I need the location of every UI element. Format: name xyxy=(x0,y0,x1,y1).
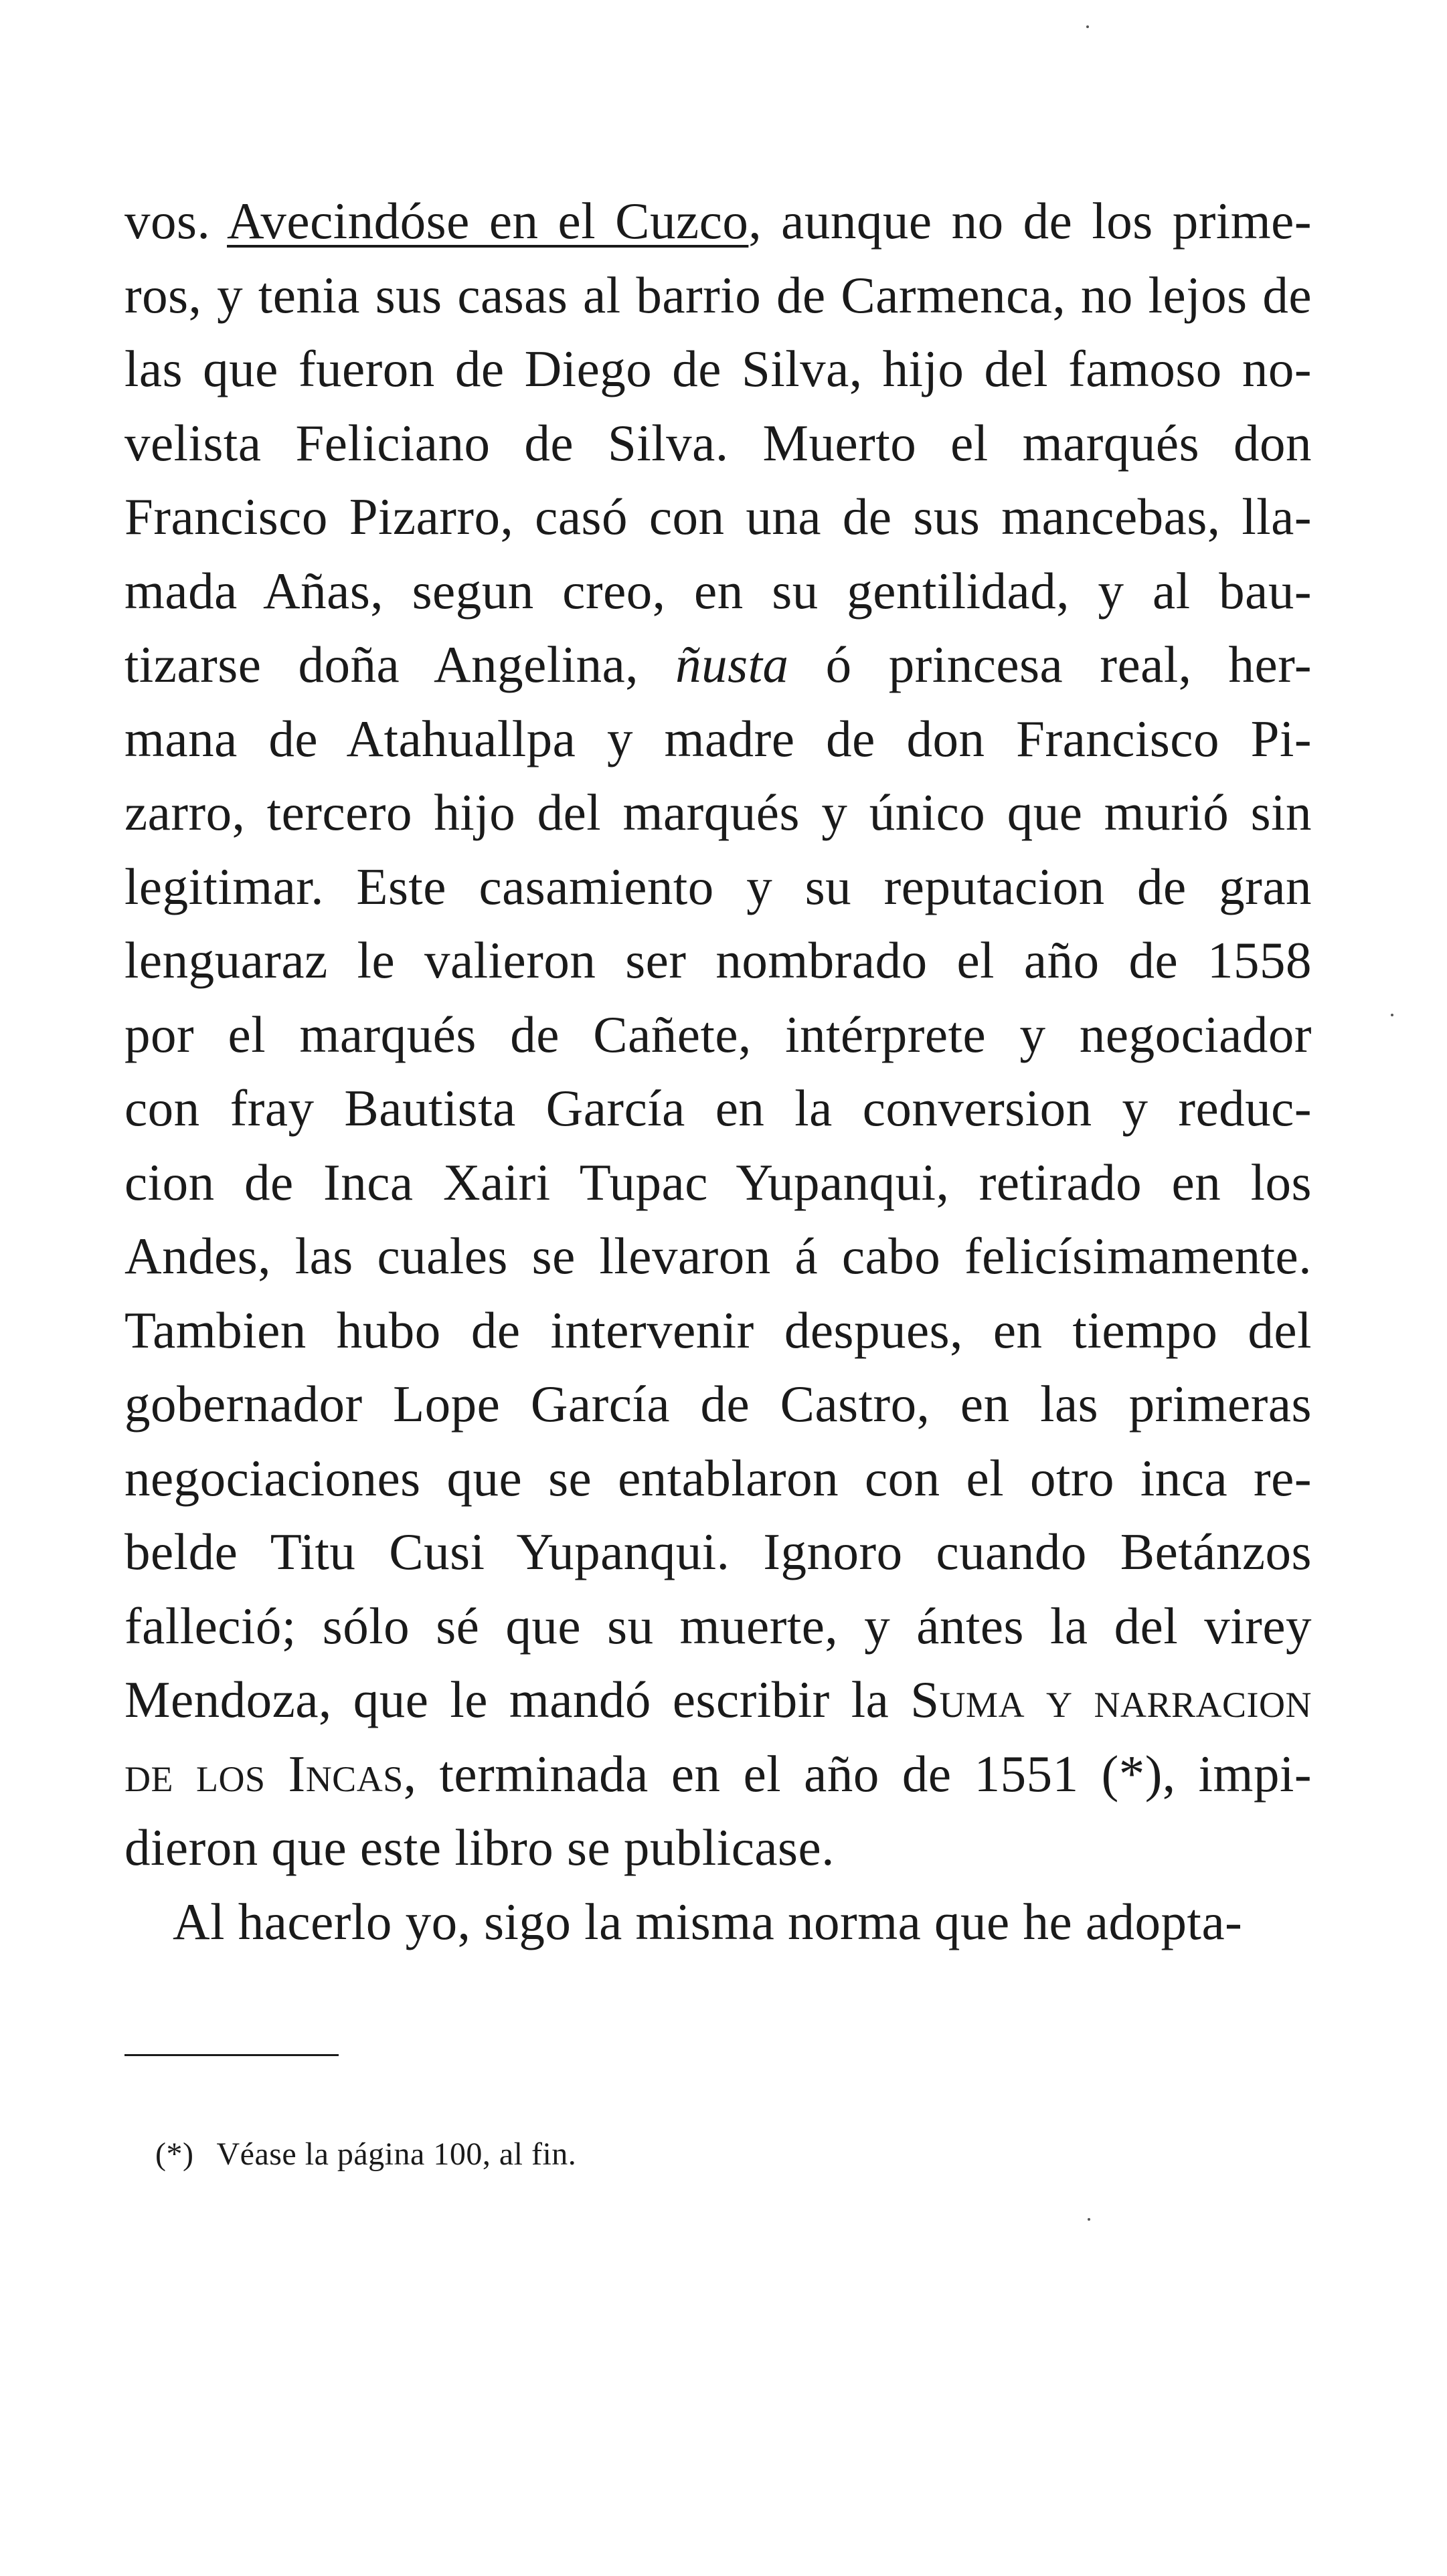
text-line xyxy=(124,1367,1312,1441)
text-line xyxy=(124,923,1312,998)
underlined-phrase: Avecindóse en el Cuzco xyxy=(227,192,749,250)
text-line xyxy=(124,1293,1312,1368)
line-text: dieron que este libro se publicase. xyxy=(124,1819,835,1876)
text-line xyxy=(124,998,1312,1072)
line-text: mada Añas, segun creo, en su gentilidad, y al bau- xyxy=(124,561,1312,620)
text-line xyxy=(124,332,1312,406)
line-text: , aunque no de los prime- xyxy=(748,192,1312,250)
line-text: negociaciones que se entablaron con el otro inca re- xyxy=(124,1449,1312,1507)
line-text: belde Titu Cusi Yupanqui. Ignoro cuando Betánzos xyxy=(124,1523,1312,1580)
text-line xyxy=(124,1071,1312,1145)
line-text: cion de Inca Xairi Tupac Yupanqui, retirado en los xyxy=(124,1153,1312,1211)
line-text: Francisco Pizarro, casó con una de sus mancebas, lla- xyxy=(124,488,1312,545)
text-line xyxy=(124,480,1312,554)
text-line xyxy=(124,1145,1312,1220)
line-text: ó princesa real, her- xyxy=(788,636,1312,693)
text-line xyxy=(124,554,1312,628)
text-line xyxy=(124,775,1312,850)
footnote xyxy=(155,2134,576,2175)
print-speck xyxy=(1391,1014,1393,1016)
print-speck xyxy=(1088,2218,1090,2221)
line-text: , terminada en el año de 1551 (*), impi- xyxy=(403,1744,1312,1803)
line-text: gobernador Lope García de Castro, en las primeras xyxy=(124,1375,1312,1433)
line-text: Andes, las cuales se llevaron á cabo felicísimamente. xyxy=(124,1227,1312,1285)
small-caps-title: Suma y narracion xyxy=(910,1671,1312,1728)
text-line xyxy=(124,1589,1312,1663)
text-line xyxy=(124,184,1312,258)
line-text: por el marqués de Cañete, intérprete y negociador xyxy=(124,1005,1312,1063)
text-line xyxy=(124,1885,1312,1959)
body-text xyxy=(124,184,1312,1958)
line-text: vos. xyxy=(124,192,228,250)
line-text: Tambien hubo de intervenir despues, en tiempo del xyxy=(124,1301,1312,1359)
line-text: falleció; sólo sé que su muerte, y ántes la del virey xyxy=(124,1596,1312,1655)
line-text: mana de Atahuallpa y madre de don Francisco Pi- xyxy=(124,709,1312,767)
text-line xyxy=(124,406,1312,480)
print-speck xyxy=(1086,25,1089,28)
text-line xyxy=(124,258,1312,333)
text-line xyxy=(124,850,1312,924)
small-caps-title: de los Incas xyxy=(124,1744,404,1803)
line-text: lenguaraz le valieron ser nombrado el año de 1558 xyxy=(124,931,1312,989)
text-line xyxy=(124,702,1312,776)
text-line xyxy=(124,1515,1312,1589)
line-text: tizarse doña Angelina, xyxy=(124,636,676,693)
line-text: con fray Bautista García en la conversion y reduc- xyxy=(124,1079,1312,1137)
text-line xyxy=(124,1737,1312,1811)
footnote-text: Véase la página 100, al fin. xyxy=(216,2136,577,2172)
footnote-marker: (*) xyxy=(155,2136,194,2172)
line-text: zarro, tercero hijo del marqués y único que murió sin xyxy=(124,784,1312,841)
line-text: las que fueron de Diego de Silva, hijo del famoso no- xyxy=(124,340,1312,397)
text-line xyxy=(124,1219,1312,1293)
text-line xyxy=(124,628,1312,702)
line-text: legitimar. Este casamiento y su reputacion de gran xyxy=(124,857,1312,915)
line-text: Mendoza, que le mandó escribir la xyxy=(124,1671,911,1728)
text-line xyxy=(124,1811,1312,1885)
line-text: velista Feliciano de Silva. Muerto el marqués don xyxy=(124,413,1312,472)
line-text: Al hacerlo yo, sigo la misma norma que he adopta- xyxy=(173,1892,1243,1950)
italic-word: ñusta xyxy=(675,636,789,693)
line-text: ros, y tenia sus casas al barrio de Carmenca, no lejos de xyxy=(124,266,1312,324)
footnote-rule xyxy=(124,2054,339,2056)
text-line xyxy=(124,1441,1312,1515)
text-line xyxy=(124,1663,1312,1737)
